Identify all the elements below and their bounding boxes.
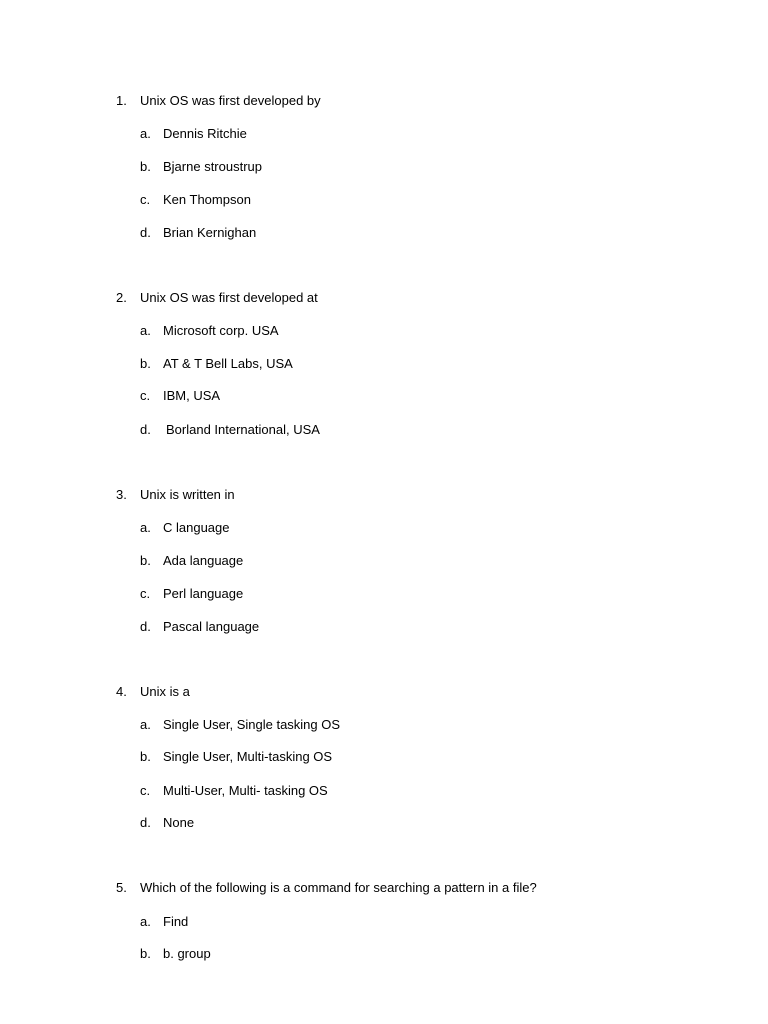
option-letter: b.	[140, 553, 151, 568]
option-letter: a.	[140, 126, 151, 141]
option-text: None	[163, 815, 195, 830]
option-text: C language	[163, 520, 230, 535]
option-letter: d.	[140, 225, 151, 240]
question-text: Unix OS was first developed by	[140, 93, 321, 108]
option-text: Borland International, USA	[166, 422, 320, 437]
option-text: AT & T Bell Labs, USA	[163, 356, 293, 371]
option-text: Find	[163, 914, 189, 929]
question-number: 1.	[116, 93, 127, 108]
option-text: Bjarne stroustrup	[163, 159, 262, 174]
option-letter: a.	[140, 914, 151, 929]
question-text: Unix OS was first developed at	[140, 290, 318, 305]
question-number: 4.	[116, 684, 127, 699]
option-letter: d.	[140, 619, 151, 634]
question-text: Unix is a	[140, 684, 190, 699]
option-letter: a.	[140, 323, 151, 338]
option-text: Multi-User, Multi- tasking OS	[163, 783, 328, 798]
option-text: Ada language	[163, 553, 244, 568]
option-letter: c.	[140, 192, 151, 207]
option-letter: c.	[140, 783, 151, 798]
option-letter: b.	[140, 356, 151, 371]
option-text: Pascal language	[163, 619, 260, 634]
option-text: Ken Thompson	[163, 192, 251, 207]
question-text: Unix is written in	[140, 487, 235, 502]
option-letter: b.	[140, 749, 151, 764]
option-letter: b.	[140, 946, 151, 961]
option-text: Brian Kernighan	[163, 225, 257, 240]
question-number: 2.	[116, 290, 127, 305]
option-letter: c.	[140, 586, 151, 601]
option-text: Single User, Single tasking OS	[163, 717, 341, 732]
option-letter: a.	[140, 717, 151, 732]
option-text: b. group	[163, 946, 211, 961]
option-letter: b.	[140, 159, 151, 174]
option-text: Single User, Multi-tasking OS	[163, 749, 333, 764]
question-number: 5.	[116, 880, 127, 895]
option-text: Dennis Ritchie	[163, 126, 247, 141]
option-letter: d.	[140, 815, 151, 830]
option-letter: c.	[140, 388, 151, 403]
option-text: Perl language	[163, 586, 244, 601]
question-number: 3.	[116, 487, 127, 502]
option-text: Microsoft corp. USA	[163, 323, 279, 338]
option-letter: a.	[140, 520, 151, 535]
option-letter: d.	[140, 422, 151, 437]
question-text: Which of the following is a command for searching a pattern in a file?	[140, 880, 537, 895]
option-text: IBM, USA	[163, 388, 221, 403]
